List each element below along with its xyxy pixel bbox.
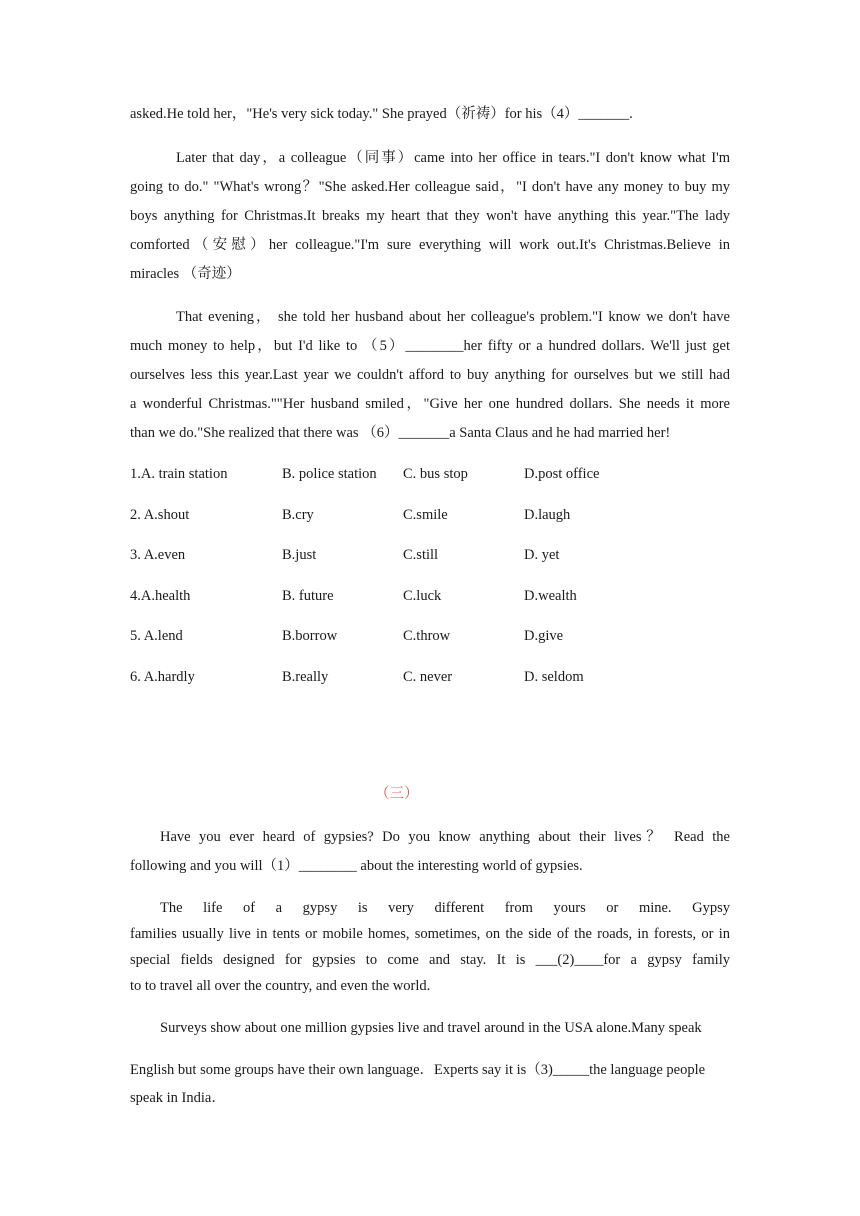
option-row bbox=[130, 541, 730, 582]
option-row bbox=[130, 582, 730, 623]
option-c: C. never bbox=[403, 668, 453, 685]
option-b: B.cry bbox=[282, 506, 314, 523]
text-line: boys anything for Christmas.It breaks my heart that they won't have anything this year."The lady bbox=[130, 208, 730, 224]
paragraph-story2-1 bbox=[130, 823, 730, 881]
option-d: D.post office bbox=[524, 466, 600, 482]
text-line: comforted（安慰）her colleague."I'm sure everything will work out.It's Christmas.Believe in bbox=[130, 237, 730, 253]
option-b: B.borrow bbox=[282, 628, 338, 645]
text-line: ourselves less this year.Last year we couldn't afford to buy anything for ourselves but we still had bbox=[130, 367, 730, 383]
option-a: 4.A.health bbox=[130, 587, 191, 604]
text-line: special fields designed for gypsies to come and stay. It is ___(2)____for a gypsy family bbox=[130, 952, 730, 968]
text-line: That evening， she told her husband about her colleague's problem."I know we don't have bbox=[176, 309, 730, 325]
option-c: C.still bbox=[403, 547, 439, 564]
options-list bbox=[130, 460, 730, 704]
option-c: C.luck bbox=[403, 587, 442, 604]
option-d: D.laugh bbox=[524, 506, 571, 523]
option-row bbox=[130, 460, 730, 501]
paragraph-story2-3 bbox=[130, 1014, 730, 1112]
paragraph-story1-1 bbox=[130, 144, 730, 289]
option-a: 1.A. train station bbox=[130, 466, 228, 482]
option-c: C. bus stop bbox=[403, 466, 468, 482]
option-a: 2. A.shout bbox=[130, 506, 190, 523]
text-line: a wonderful Christmas.""Her husband smiled，"Give her one hundred dollars. She needs it more bbox=[130, 396, 730, 412]
option-a: 3. A.even bbox=[130, 547, 186, 564]
line-spacer bbox=[130, 1042, 730, 1056]
text-line: Have you ever heard of gypsies? Do you know anything about their lives？ Read the bbox=[160, 829, 730, 845]
option-b: B. police station bbox=[282, 466, 377, 482]
text-line: following and you will（1）________ about the interesting world of gypsies. bbox=[130, 858, 583, 874]
option-d: D.wealth bbox=[524, 587, 577, 604]
paragraph-story1-2 bbox=[130, 303, 730, 448]
option-row bbox=[130, 663, 730, 704]
option-d: D. seldom bbox=[524, 668, 584, 685]
option-d: D. yet bbox=[524, 547, 560, 564]
option-b: B.really bbox=[282, 668, 329, 685]
text-line: going to do." "What's wrong？"She asked.Her colleague said，"I don't have any money to buy my bbox=[130, 179, 730, 195]
option-d: D.give bbox=[524, 628, 564, 645]
text-line: to to travel all over the country, and even the world. bbox=[130, 978, 431, 994]
paragraph-story2-2 bbox=[130, 895, 730, 999]
option-row bbox=[130, 501, 730, 542]
text-line: asked.He told her，"He's very sick today." She prayed（祈祷）for his（4）_______. bbox=[130, 106, 633, 122]
text-line: Later that day，a colleague（同事）came into her office in tears."I don't know what I'm bbox=[176, 150, 730, 166]
option-b: B. future bbox=[282, 587, 334, 604]
section-title: （三） bbox=[375, 786, 419, 802]
option-c: C.smile bbox=[403, 506, 448, 523]
option-a: 6. A.hardly bbox=[130, 668, 195, 685]
paragraph-story1-0 bbox=[130, 100, 730, 129]
option-b: B.just bbox=[282, 547, 317, 564]
text-line: The life of a gypsy is very different from yours or mine. Gypsy bbox=[160, 900, 730, 916]
text-line: families usually live in tents or mobile homes, sometimes, on the side of the roads, in forests, or in bbox=[130, 926, 730, 942]
option-c: C.throw bbox=[403, 628, 451, 645]
text-line: much money to help，but I'd like to （5）________her fifty or a hundred dollars. We'll just get bbox=[130, 338, 730, 354]
text-line: miracles （奇迹） bbox=[130, 266, 241, 282]
text-line: Surveys show about one million gypsies live and travel around in the USA alone.Many speak bbox=[160, 1020, 702, 1036]
option-a: 5. A.lend bbox=[130, 628, 183, 645]
text-line: than we do."She realized that there was （6）_______a Santa Claus and he had married her! bbox=[130, 425, 671, 441]
text-line: speak in India． bbox=[130, 1090, 226, 1106]
text-line: English but some groups have their own language．Experts say it is（3)_____the language people bbox=[130, 1062, 706, 1078]
option-row bbox=[130, 622, 730, 663]
